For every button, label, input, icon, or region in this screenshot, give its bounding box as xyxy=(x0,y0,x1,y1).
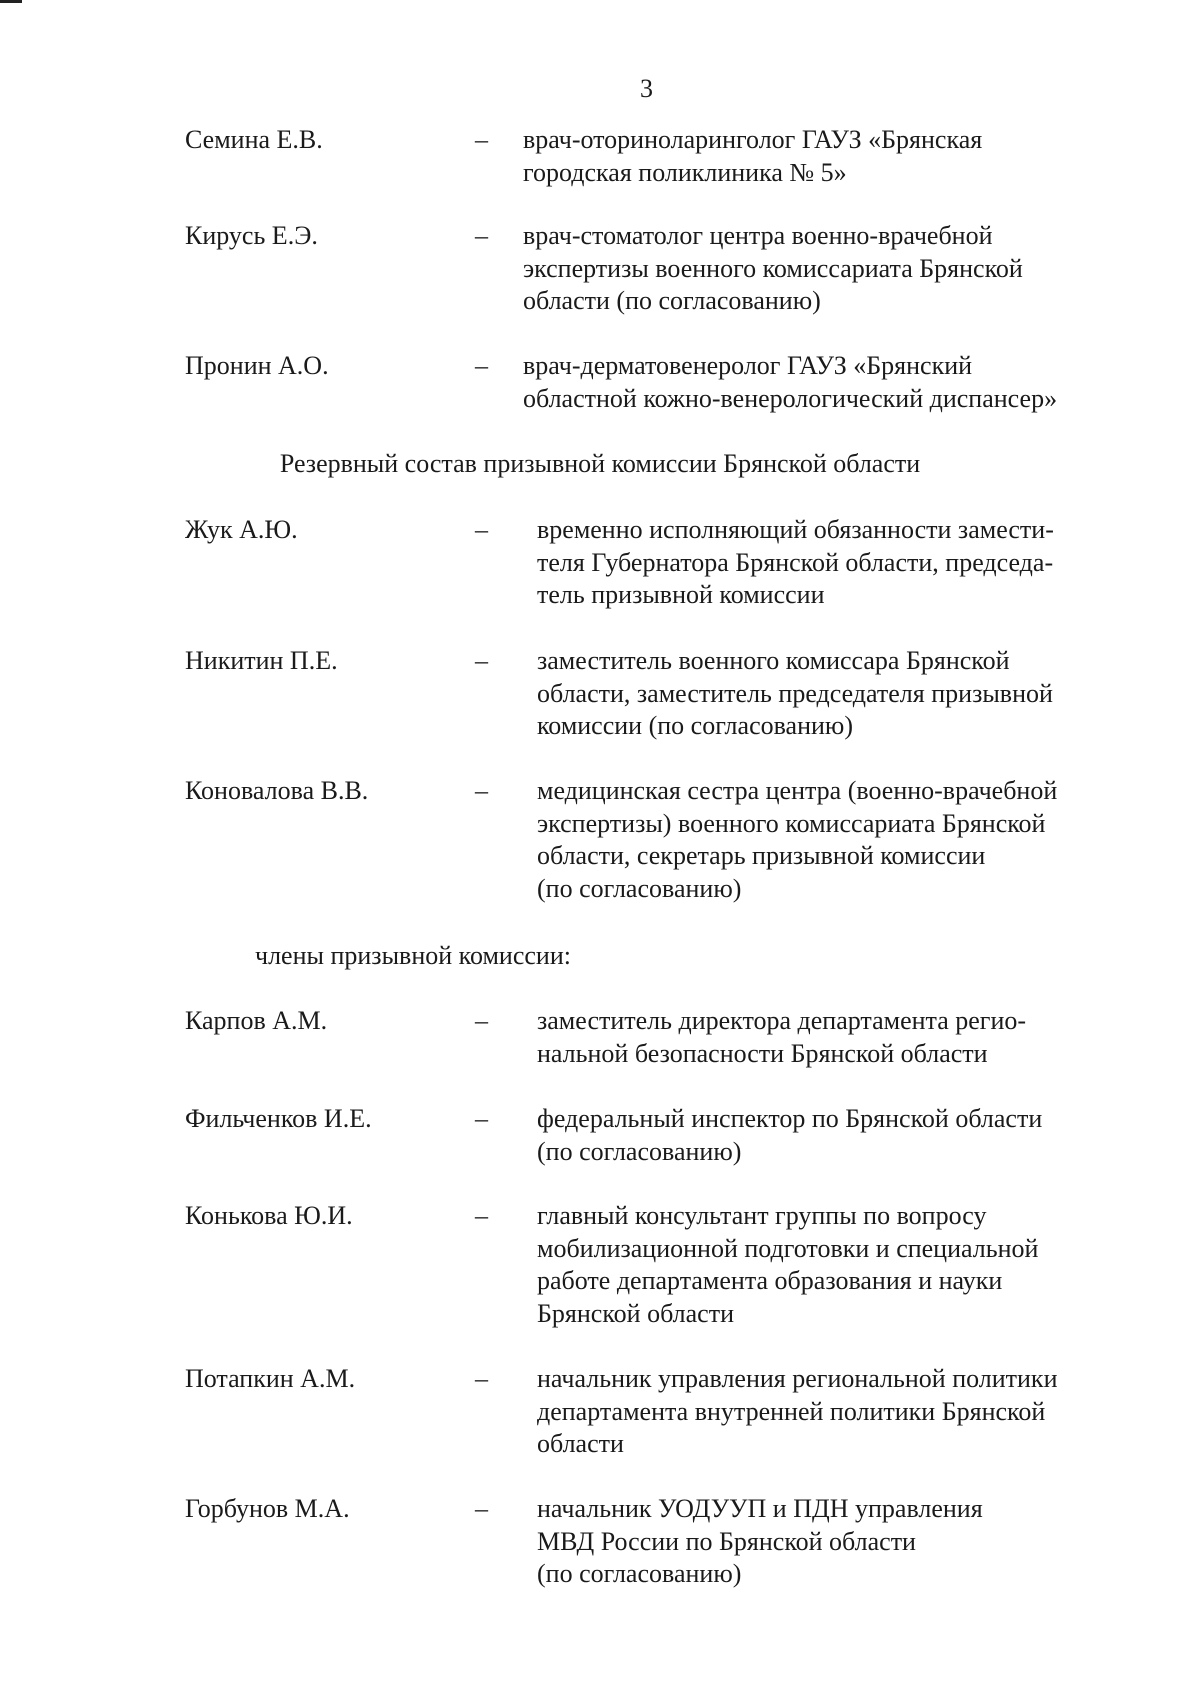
member-name: Пронин А.О. xyxy=(185,351,329,380)
member-dash: – xyxy=(475,1104,488,1133)
member-dash: – xyxy=(475,1364,488,1393)
member-dash: – xyxy=(475,1494,488,1523)
member-name: Горбунов М.А. xyxy=(185,1494,350,1523)
member-position: начальник УОДУУП и ПДН управления МВД России по Брянской области (по согласованию) xyxy=(537,1494,983,1588)
member-position: врач-оториноларинголог ГАУЗ «Брянская городская поликлиника № 5» xyxy=(523,125,983,187)
members-heading: члены призывной комиссии: xyxy=(255,941,571,970)
member-position: врач-дерматовенеролог ГАУЗ «Брянский областной кожно-венерологический диспансер» xyxy=(523,351,1058,413)
member-dash: – xyxy=(475,221,488,250)
reserve-section-heading: Резервный состав призывной комиссии Брянской области xyxy=(279,449,921,478)
member-position: федеральный инспектор по Брянской области (по согласованию) xyxy=(537,1104,1043,1166)
member-name: Конькова Ю.И. xyxy=(185,1201,353,1230)
member-dash: – xyxy=(475,351,488,380)
member-name: Потапкин А.М. xyxy=(185,1364,356,1393)
member-position: главный консультант группы по вопросу мобилизационной подготовки и специальной работе департамента образования и науки Брянской области xyxy=(537,1201,1039,1328)
member-name: Жук А.Ю. xyxy=(185,515,298,544)
member-dash: – xyxy=(475,1201,488,1230)
member-name: Фильченков И.Е. xyxy=(185,1104,372,1133)
member-name: Никитин П.Е. xyxy=(185,646,338,675)
member-position: врач-стоматолог центра военно-врачебной экспертизы военного комиссариата Брянской области (по согласованию) xyxy=(523,221,1023,315)
member-position: начальник управления региональной политики департамента внутренней политики Брянской области xyxy=(537,1364,1058,1458)
member-name: Карпов А.М. xyxy=(185,1006,328,1035)
member-position: медицинская сестра центра (военно-врачебной экспертизы) военного комиссариата Брянской области, секретарь призывной комиссии (по согласованию) xyxy=(537,776,1058,903)
member-dash: – xyxy=(475,515,488,544)
member-dash: – xyxy=(475,125,488,154)
member-name: Кирусь Е.Э. xyxy=(185,221,318,250)
member-name: Коновалова В.В. xyxy=(185,776,369,805)
page-number: 3 xyxy=(640,74,653,103)
member-position: заместитель военного комиссара Брянской области, заместитель председателя призывной комиссии (по согласованию) xyxy=(537,646,1053,740)
member-name: Семина Е.В. xyxy=(185,125,323,154)
member-position: временно исполняющий обязанности замести- теля Губернатора Брянской области, председа- тель призывной комиссии xyxy=(537,515,1054,609)
member-dash: – xyxy=(475,776,488,805)
member-position: заместитель директора департамента регио- нальной безопасности Брянской области xyxy=(537,1006,1027,1068)
member-dash: – xyxy=(475,1006,488,1035)
scan-corner-mark xyxy=(0,0,22,3)
member-dash: – xyxy=(475,646,488,675)
